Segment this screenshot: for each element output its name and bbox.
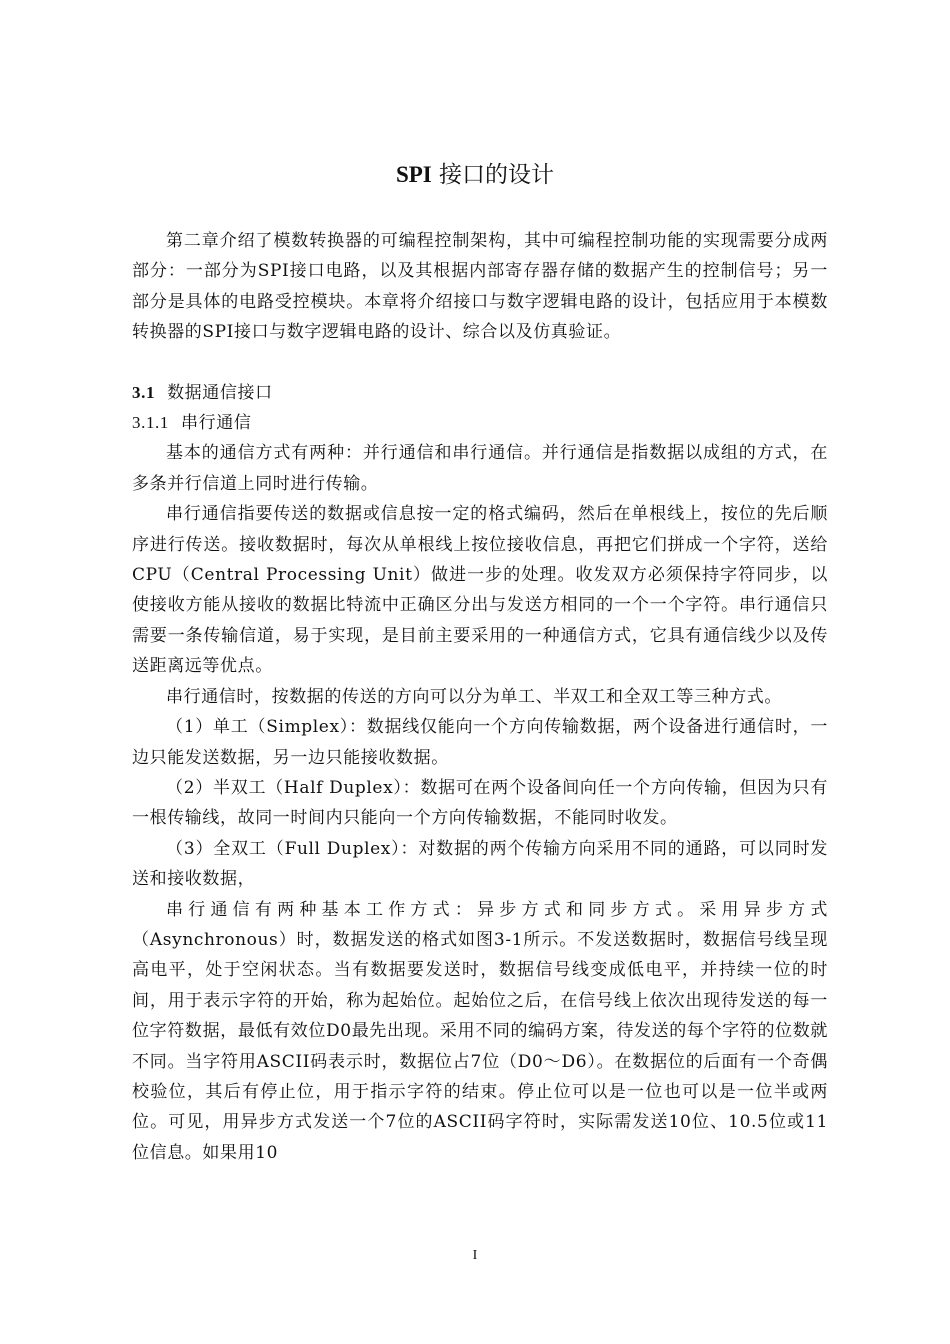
title-text: 接口的设计 — [439, 162, 555, 188]
paragraph-async-mode: 串行通信有两种基本工作方式：异步方式和同步方式。采用异步方式（Asynchronous）时，数据发送的格式如图3-1所示。不发送数据时，数据信号线呈现高电平，处于空闲状态。当有数据要发送时，数据信号线变成低电平，并持续一位的时间，用于表示字符的开始，称为起始位。起始位之后，在信号线上依次出现待发送的每一位字符数据，最低有效位D0最先出现。采用不同的编码方案，待发送的每个字符的位数就不同。当字符用ASCII码表示时，数据位占7位（D0～D6）。在数据位的后面有一个奇偶校验位，其后有停止位，用于指示字符的结束。停止位可以是一位也可以是一位半或两位。可见，用异步方式发送一个7位的ASCII码字符时，实际需发送10位、10.5位或11位信息。如果用10 — [132, 899, 828, 1163]
paragraph-half-duplex: （2）半双工（Half Duplex）：数据可在两个设备间向任一个方向传输，但因为只有一根传输线，故同一时间内只能向一个方向传输数据，不能同时收发。 — [132, 777, 828, 829]
subsection-heading — [132, 408, 828, 438]
subsection-title: 串行通信 — [181, 413, 252, 434]
paragraph-communication-modes: 基本的通信方式有两种：并行通信和串行通信。并行通信是指数据以成组的方式，在多条并行信道上同时进行传输。 — [132, 443, 828, 494]
paragraph-serial-definition: 串行通信指要传送的数据或信息按一定的格式编码，然后在单根线上，按位的先后顺序进行传送。接收数据时，每次从单根线上按位接收信息，再把它们拼成一个字符，送给CPU（Central Processing Unit）做进一步的处理。收发双方必须保持字符同步，以使接收方能从接收的数据比特流中正确区分出与发送方相同的一个一个字符。串行通信只需要一条传输信道，易于实现，是目前主要采用的一种通信方式，它具有通信线少以及传送距离远等优点。 — [132, 504, 828, 677]
section-title: 数据通信接口 — [167, 382, 273, 403]
intro-paragraph: 第二章介绍了模数转换器的可编程控制架构，其中可编程控制功能的实现需要分成两部分：一部分为SPI接口电路，以及其根据内部寄存器存储的数据产生的控制信号；另一部分是具体的电路受控模块。本章将介绍接口与数字逻辑电路的设计，包括应用于本模数转换器的SPI接口与数字逻辑电路的设计、综合以及仿真验证。 — [132, 231, 828, 343]
paragraph-simplex: （1）单工（Simplex）：数据线仅能向一个方向传输数据，两个设备进行通信时，一边只能发送数据，另一边只能接收数据。 — [132, 717, 828, 768]
paragraph-transmission-directions: 串行通信时，按数据的传送的方向可以分为单工、半双工和全双工等三种方式。 — [166, 686, 782, 707]
document-title — [0, 160, 950, 190]
title-latin: SPI — [395, 162, 432, 187]
paragraph-full-duplex: （3）全双工（Full Duplex）：对数据的两个传输方向采用不同的通路，可以同时发送和接收数据， — [132, 838, 828, 890]
page-number: I — [472, 1248, 478, 1263]
section-heading — [132, 378, 828, 408]
body-text — [132, 226, 828, 1168]
section-number: 3.1 — [132, 382, 156, 402]
subsection-number: 3.1.1 — [132, 413, 169, 433]
section-spacer — [132, 348, 828, 378]
